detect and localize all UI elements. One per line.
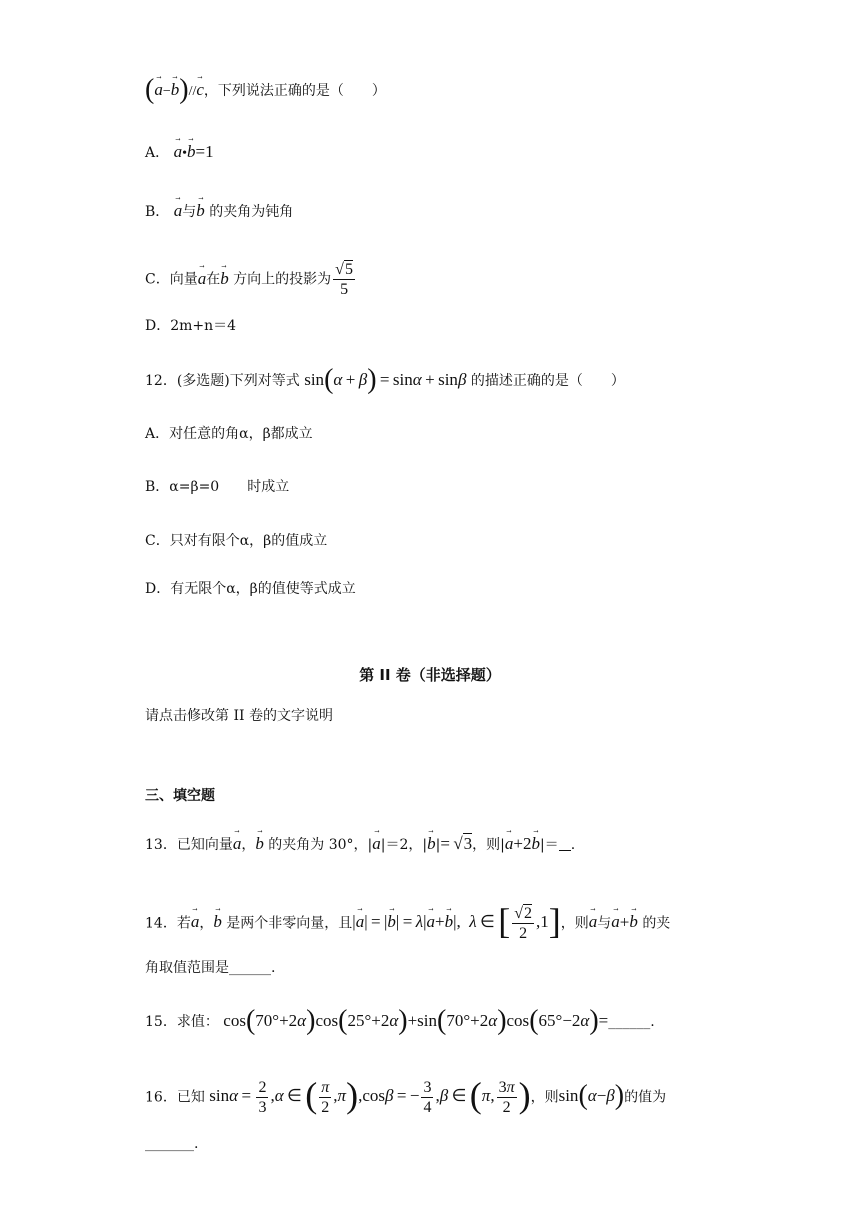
q11-stem bbox=[145, 74, 386, 105]
q14-line2: 角取值范围是______. bbox=[145, 960, 276, 976]
q16: 16．已知 sinα = $\frac{2}{3}$ ,α ∈ ( $\frac{\pi}{2}$ ,π),cosβ = − $\frac{3}{4}$ ,β ∈ (π, $\frac{3\pi}{2}$ )，则sin(α−β)的值为 bbox=[145, 1075, 667, 1116]
q11-option-a[interactable]: A． → a•→ b=1 bbox=[145, 142, 214, 164]
part2-title: 第 II 卷（非选择题） bbox=[359, 666, 501, 684]
q11-condition-formula: (→ a−→ b)//→ c bbox=[145, 84, 204, 99]
q11-stem-text: ，下列说法正确的是（ ） bbox=[203, 83, 386, 99]
q16-line2: _______. bbox=[145, 1136, 199, 1152]
q13: 13．已知向量→ a，→ b 的夹角为 30°，|→ a|＝2，|→ b|= √3，则|→ a+2→ b|＝ . bbox=[145, 834, 575, 855]
q12-stem: 12．(多选题)下列对等式 sin(α + β) = sinα + sinβ 的描述正确的是（ ） bbox=[145, 364, 625, 395]
q15-expression: cos(70°+2α)cos(25°+2α)+sin(70°+2α)cos(65°−2α)= bbox=[223, 1005, 609, 1036]
section-heading: 三、填空题 bbox=[145, 788, 215, 804]
q15: 15．求值： cos(70°+2α)cos(25°+2α)+sin(70°+2α)cos(65°−2α)=______. bbox=[145, 1005, 655, 1036]
q16-condition: sinα = $\frac{2}{3}$ ,α ∈ ( $\frac{\pi}{2}$ ,π),cosβ = − $\frac{3}{4}$ ,β ∈ (π, $\frac{3\pi}{2}$ ) bbox=[209, 1075, 531, 1116]
q11-option-d[interactable]: D．2m+n＝4 bbox=[145, 318, 237, 334]
q14: 14．若→ a，→ b 是两个非零向量，且|→ a| = |→ b| = λ|→ a+→ b|, λ ∈ [ $\frac{√2}{2}$ ,1]，则→ a与→ a+→ b 的夹 bbox=[145, 904, 670, 943]
q12-option-b[interactable]: B．α=β=0 时成立 bbox=[145, 479, 290, 495]
q12-equation: sin(α + β) = sinα + sinβ bbox=[304, 364, 467, 395]
part2-note: 请点击修改第 II 卷的文字说明 bbox=[145, 708, 333, 724]
q11-option-b[interactable]: B． → a与→ b 的夹角为钝角 bbox=[145, 201, 293, 222]
q11-projection-fraction: $\frac{√5}{5}$ bbox=[335, 261, 353, 298]
q12-option-a[interactable]: A．对任意的角α，β都成立 bbox=[145, 426, 313, 442]
q11-option-c[interactable]: C．向量→ a在→ b 方向上的投影为 $\frac{√5}{5}$ bbox=[145, 260, 357, 299]
q12-option-c[interactable]: C．只对有限个α，β的值成立 bbox=[145, 533, 328, 549]
q12-option-d[interactable]: D．有无限个α，β的值使等式成立 bbox=[145, 581, 356, 597]
